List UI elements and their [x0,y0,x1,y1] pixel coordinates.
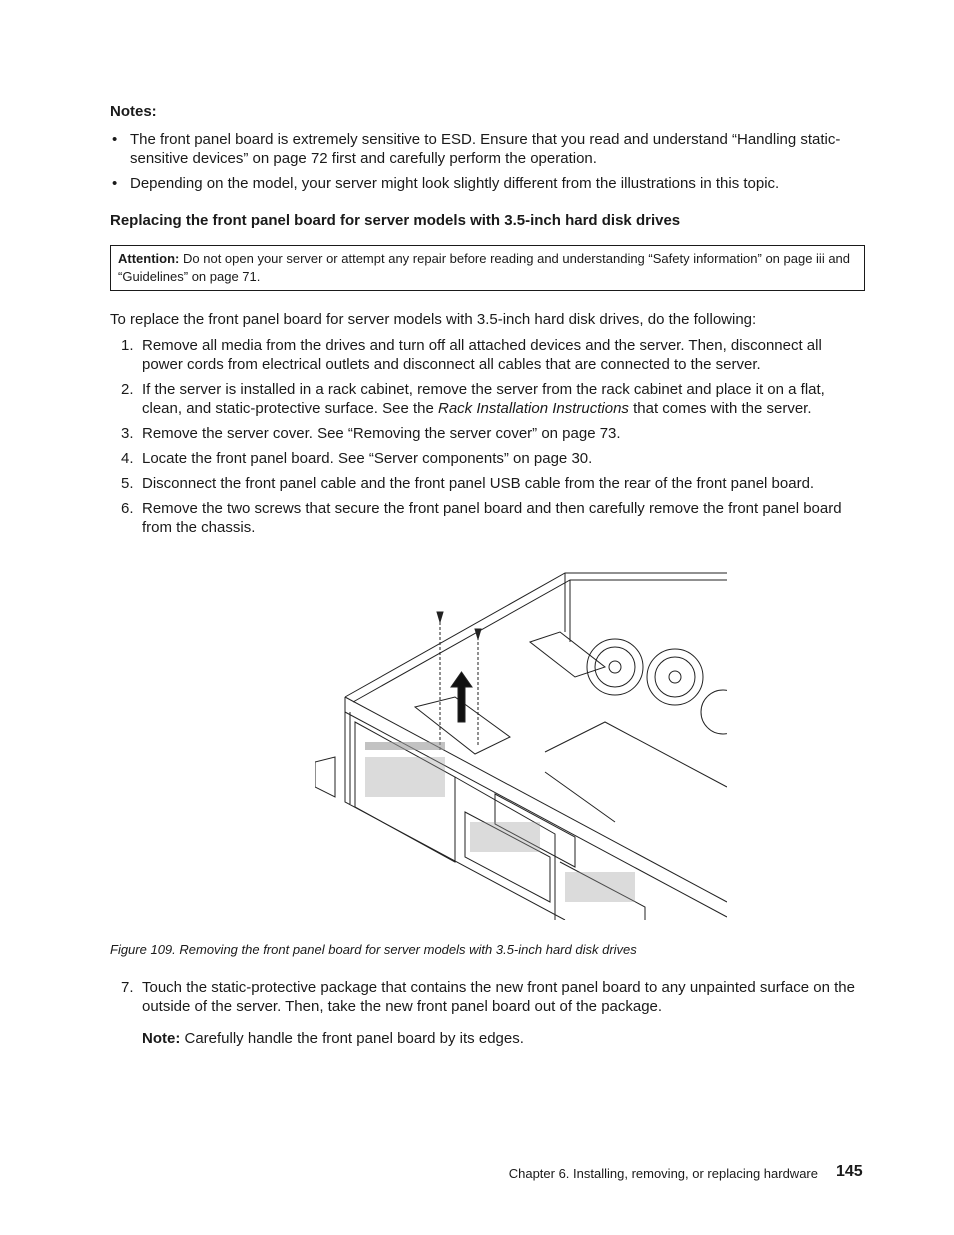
notes-heading: Notes: [110,103,157,120]
list-item [110,130,855,168]
step-number: 7. [121,979,134,996]
step-number: 3. [121,425,134,442]
attention-label: Attention: [118,251,180,266]
step-text: Remove the server cover. See “Removing the server cover” on page 73. [142,425,621,442]
attention-box [110,245,865,291]
note-text: Depending on the model, your server might look slightly different from the illustrations in this topic. [130,175,780,192]
fan-icon [701,690,727,734]
server-illustration [315,572,727,920]
section-heading: Replacing the front panel board for server models with 3.5-inch hard disk drives [110,212,681,229]
step-text: Locate the front panel board. See “Server components” on page 30. [142,450,593,467]
bullet-icon: • [112,175,118,192]
list-item [110,449,860,468]
figure-caption: Figure 109. Removing the front panel board for server models with 3.5-inch hard disk drives [110,942,637,957]
list-item [110,978,860,1016]
step-number: 1. [121,337,134,354]
step-text-part: If the server is installed in a rack cabinet, remove the server from the rack cabinet and place it on a flat, clean, and static-protective surface. See the [142,381,825,417]
bullet-icon: • [112,131,118,148]
list-item [110,174,855,193]
step-number: 5. [121,475,134,492]
list-item [110,336,860,374]
step-text: Touch the static-protective package that contains the new front panel board to any unpainted surface on the outside of the server. Then, take the new front panel board out of the package. [142,979,855,1015]
note-text: The front panel board is extremely sensitive to ESD. Ensure that you read and understand “Handling static-sensitive devices” on page 72 first and carefully perform the operation. [130,131,841,167]
list-item [110,474,860,493]
step-text [142,381,825,417]
note-text: Carefully handle the front panel board by its edges. [184,1030,524,1047]
fan-icon [587,639,643,695]
note-label: Note: [142,1030,181,1047]
step-number: 4. [121,450,134,467]
notes-list [110,130,855,199]
step-text: Remove the two screws that secure the front panel board and then carefully remove the front panel board from the chassis. [142,500,842,536]
attention-text: Do not open your server or attempt any repair before reading and understanding “Safety information” on page iii and “Guidelines” on page 71. [118,251,851,284]
fan-icon [647,649,703,705]
step-text: Remove all media from the drives and turn off all attached devices and the server. Then, disconnect all power cords from electrical outlets and disconnect all cables that are connected to the server. [142,337,822,373]
list-item [110,424,860,443]
steps-list [110,336,860,543]
intro-paragraph: To replace the front panel board for server models with 3.5-inch hard disk drives, do the following: [110,311,757,328]
list-item [110,499,860,537]
step-text-italic: Rack Installation Instructions [438,400,629,417]
step-number: 2. [121,381,134,398]
list-item [110,380,860,418]
step-text: Disconnect the front panel cable and the front panel USB cable from the rear of the front panel board. [142,475,815,492]
step-number: 6. [121,500,134,517]
note-paragraph [142,1030,524,1047]
footer-chapter: Chapter 6. Installing, removing, or replacing hardware [508,1166,818,1181]
page-number: 145 [836,1163,863,1180]
step-text-part: that comes with the server. [628,400,812,417]
